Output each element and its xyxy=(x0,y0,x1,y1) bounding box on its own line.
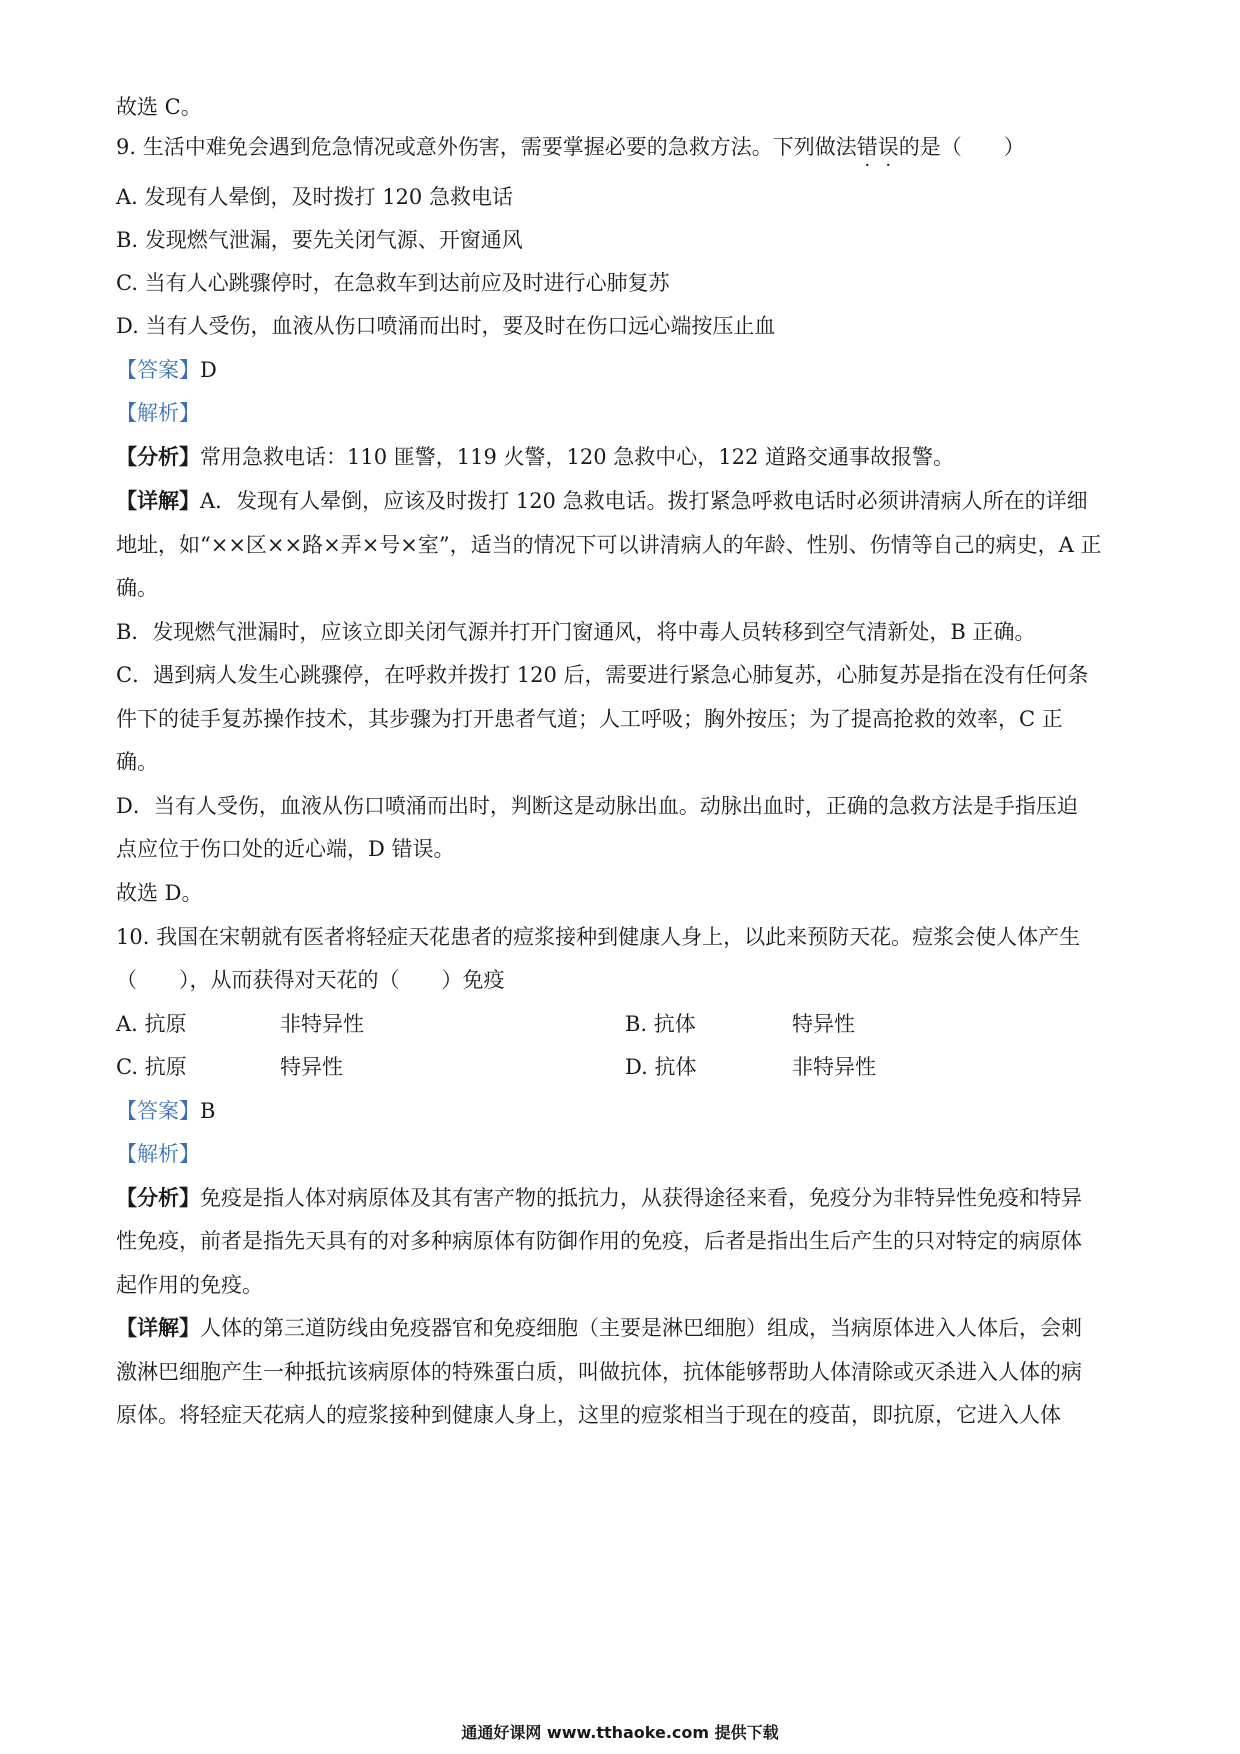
q10-answer-tag: 【答案】 xyxy=(116,1099,200,1123)
q10-option-b-first: 抗体 xyxy=(653,1012,696,1036)
q10-xiangjie-line-3: 原体。将轻症天花病人的痘浆接种到健康人身上，这里的痘浆相当于现在的疫苗，即抗原，它进入人体 xyxy=(116,1403,1061,1427)
q10-analysis-tag: 【解析】 xyxy=(116,1142,200,1166)
previous-conclusion: 故选 C。 xyxy=(116,95,202,119)
q9-stem-emphasis-2: 误 xyxy=(877,135,899,159)
q9-option-b: B. 发现燃气泄漏，要先关闭气源、开窗通风 xyxy=(116,228,523,252)
q9-answer-tag: 【答案】 xyxy=(116,358,200,382)
q9-xiangjie-line-8: D．当有人受伤，血液从伤口喷涌而出时，判断这是动脉出血。动脉出血时，正确的急救方法是手指压迫 xyxy=(116,794,1078,818)
q10-option-a xyxy=(116,1009,187,1039)
q10-xiangjie-line-2: 激淋巴细胞产生一种抵抗该病原体的特殊蛋白质，叫做抗体，抗体能够帮助人体清除或灭杀进入人体的病 xyxy=(116,1360,1082,1384)
q10-xiangjie-line-1 xyxy=(116,1313,1124,1343)
q10-option-c-letter: C. xyxy=(116,1055,138,1079)
q10-xiangjie-tag: 【详解】 xyxy=(116,1315,200,1340)
q9-fenxi-tag: 【分析】 xyxy=(116,444,200,469)
q9-fenxi xyxy=(116,442,1124,472)
q9-xiangjie-line-7: 确。 xyxy=(116,750,158,774)
q9-stem xyxy=(116,132,1124,162)
q10-fenxi-line-1 xyxy=(116,1183,1124,1213)
q9-analysis-tag: 【解析】 xyxy=(116,401,200,425)
q10-fenxi-line-3: 起作用的免疫。 xyxy=(116,1273,263,1297)
q9-option-a: A. 发现有人晕倒，及时拨打 120 急救电话 xyxy=(116,185,513,209)
q9-stem-emphasis-1: 错 xyxy=(856,135,878,159)
q10-option-d xyxy=(625,1052,696,1082)
q10-option-a-second: 非特异性 xyxy=(280,1012,364,1036)
q10-option-a-letter: A. xyxy=(116,1012,138,1036)
q9-fenxi-text: 常用急救电话：110 匪警，119 火警，120 急救中心，122 道路交通事故报警。 xyxy=(200,445,955,469)
q10-option-d-second: 非特异性 xyxy=(792,1055,876,1079)
q10-option-b-letter: B. xyxy=(625,1012,648,1036)
q10-answer xyxy=(116,1096,1124,1126)
q10-option-c-second: 特异性 xyxy=(280,1055,343,1079)
q9-xiangjie-line-1 xyxy=(116,486,1124,516)
q10-option-c-first: 抗原 xyxy=(144,1055,187,1079)
q10-option-d-first: 抗体 xyxy=(654,1055,697,1079)
q10-option-b-second: 特异性 xyxy=(792,1012,855,1036)
q9-stem-before: 9. 生活中难免会遇到危急情况或意外伤害，需要掌握必要的急救方法。下列做法 xyxy=(116,135,857,159)
q10-fenxi-tag: 【分析】 xyxy=(116,1185,200,1210)
q10-stem-line-2: （ ），从而获得对天花的（ ）免疫 xyxy=(116,968,505,992)
q9-stem-after: 的是（ ） xyxy=(898,135,1025,159)
q9-answer xyxy=(116,355,1124,385)
q9-conclusion: 故选 D。 xyxy=(116,881,203,905)
q9-xiangjie-line-4: B．发现燃气泄漏时，应该立即关闭气源并打开门窗通风，将中毒人员转移到空气清新处，B 正确。 xyxy=(116,620,1036,644)
q9-xiangjie-line-6: 件下的徒手复苏操作技术，其步骤为打开患者气道；人工呼吸；胸外按压；为了提高抢救的效率，C 正 xyxy=(116,707,1063,731)
q10-answer-value: B xyxy=(200,1099,216,1123)
q9-xiangjie-tag: 【详解】 xyxy=(116,488,200,513)
q9-xiangjie-line-3: 确。 xyxy=(116,576,158,600)
q9-answer-value: D xyxy=(200,358,217,382)
q10-fenxi-text-1: 免疫是指人体对病原体及其有害产物的抵抗力，从获得途径来看，免疫分为非特异性免疫和特异 xyxy=(200,1186,1082,1210)
q9-xiangjie-line-5: C．遇到病人发生心跳骤停，在呼救并拨打 120 后，需要进行紧急心肺复苏，心肺复苏是指在没有任何条 xyxy=(116,663,1089,687)
q10-option-a-first: 抗原 xyxy=(144,1012,187,1036)
q10-fenxi-line-2: 性免疫，前者是指先天具有的对多种病原体有防御作用的免疫，后者是指出生后产生的只对特定的病原体 xyxy=(116,1229,1082,1253)
q10-xiangjie-text-1: 人体的第三道防线由免疫器官和免疫细胞（主要是淋巴细胞）组成，当病原体进入人体后，会刺 xyxy=(200,1316,1082,1340)
q10-option-c xyxy=(116,1052,187,1082)
q9-option-c: C. 当有人心跳骤停时，在急救车到达前应及时进行心肺复苏 xyxy=(116,271,670,295)
q9-xiangjie-line-9: 点应位于伤口处的近心端，D 错误。 xyxy=(116,837,455,861)
q9-xiangjie-line-2: 地址，如“××区××路×弄×号×室”，适当的情况下可以讲清病人的年龄、性别、伤情等自己的病史，A 正 xyxy=(116,533,1102,557)
q10-option-d-letter: D. xyxy=(625,1055,648,1079)
q10-option-b xyxy=(625,1009,696,1039)
page-footer: 通通好课网 www.tthaoke.com 提供下载 xyxy=(461,1723,779,1742)
q9-xiangjie-text-1: A．发现有人晕倒，应该及时拨打 120 急救电话。拨打紧急呼救电话时必须讲清病人所在的详细 xyxy=(200,489,1088,513)
q9-option-d: D. 当有人受伤，血液从伤口喷涌而出时，要及时在伤口远心端按压止血 xyxy=(116,314,776,338)
q10-stem-line-1: 10. 我国在宋朝就有医者将轻症天花患者的痘浆接种到健康人身上，以此来预防天花。痘浆会使人体产生 xyxy=(116,925,1081,949)
